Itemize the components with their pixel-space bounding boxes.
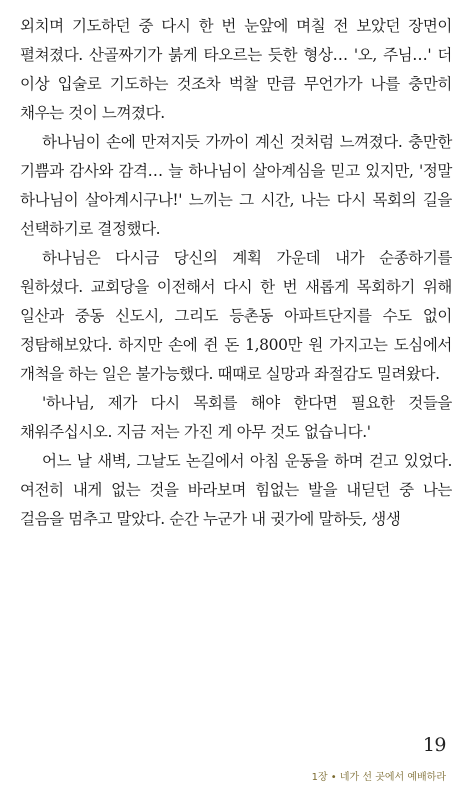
page-number: 19 [422, 734, 446, 756]
running-footer-title: 1장 • 네가 선 곳에서 예배하라 [311, 772, 446, 783]
paragraph-5: 어느 날 새벽, 그날도 논길에서 아침 운동을 하며 걷고 있었다. 여전히 내게 없는 것을 바라보며 힘없는 발을 내딛던 중 나는 걸음을 멈추고 말았다. 순간 누군가 내 귓가에 말하듯, 생생 [20, 452, 452, 528]
paragraph-2: 하나님이 손에 만져지듯 가까이 계신 것처럼 느껴졌다. 충만한 기쁨과 감사와 감격… 늘 하나님이 살아계심을 믿고 있지만, '정말 하나님이 살아계시구나!' 느끼는 그 시간, 나는 다시 목회의 길을 선택하기로 결정했다. [20, 133, 452, 238]
body-text [20, 12, 452, 534]
paragraph-4: '하나님, 제가 다시 목회를 해야 한다면 필요한 것들을 채워주십시오. 지금 저는 가진 게 아무 것도 없습니다.' [20, 394, 452, 441]
paragraph-1: 외치며 기도하던 중 다시 한 번 눈앞에 며칠 전 보았던 장면이 펼쳐졌다. 산골짜기가 붉게 타오르는 듯한 형상… '오, 주님…' 더 이상 입술로 기도하는 것조차 벅찰 만큼 무언가가 나를 충만히 채우는 것이 느껴졌다. [20, 17, 452, 122]
paragraph-3: 하나님은 다시금 당신의 계획 가운데 내가 순종하기를 원하셨다. 교회당을 이전해서 다시 한 번 새롭게 목회하기 위해 일산과 중동 신도시, 그리도 등촌동 아파트단지를 수도 없이 정탐해보았다. 하지만 손에 쥔 돈 1,800만 원 가지고는 도심에서 개척을 하는 일은 불가능했다. 때때로 실망과 좌절감도 밀려왔다. [20, 249, 452, 383]
